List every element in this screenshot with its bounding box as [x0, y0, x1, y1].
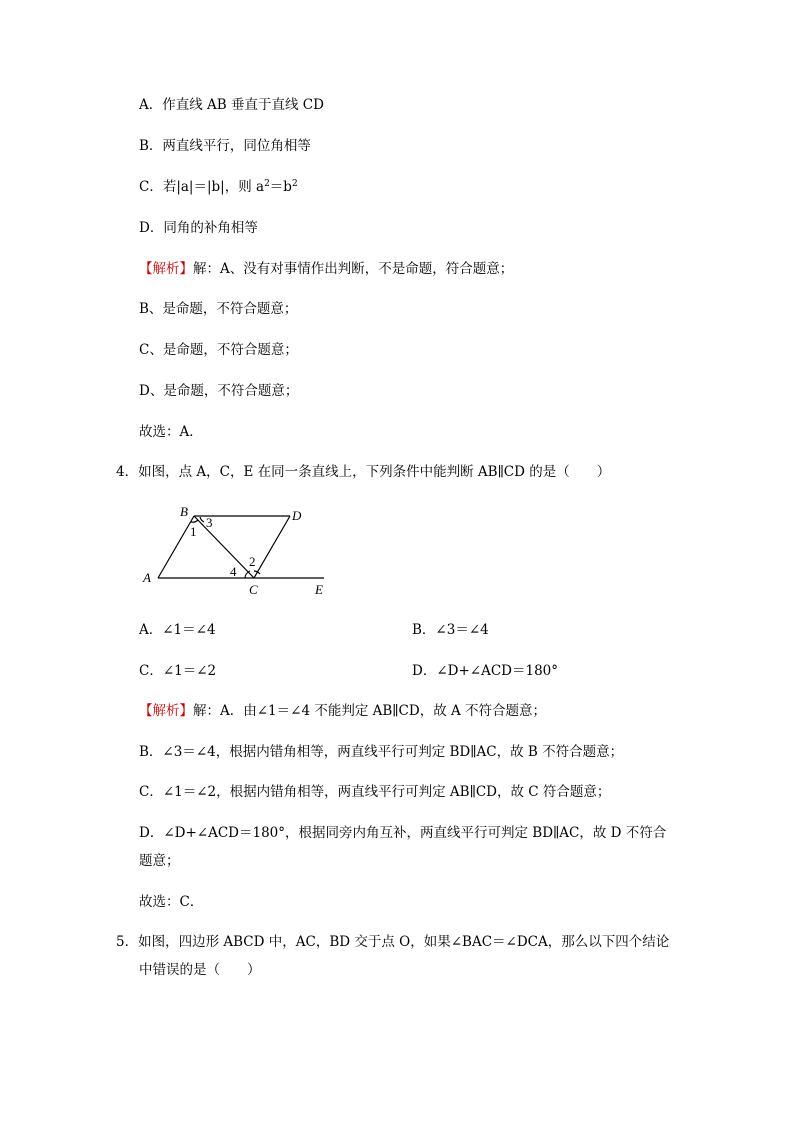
- label-angle-1: 1: [190, 524, 197, 539]
- q3-option-c: [139, 178, 298, 196]
- label-angle-2: 2: [249, 554, 256, 569]
- q4-stem: 4．如图，点 A，C，E 在同一条直线上，下列条件中能判断 AB∥CD 的是（ ）: [116, 464, 611, 480]
- q5-stem-line1: 5．如图，四边形 ABCD 中，AC，BD 交于点 O，如果∠BAC＝∠DCA，那么以下四个结论: [116, 934, 670, 950]
- label-angle-4: 4: [230, 564, 237, 579]
- angle-arc-4: [245, 571, 250, 578]
- q3-option-c-prefix: C．若|a|＝|b|，则 a: [139, 179, 265, 195]
- q3-option-c-mid: ＝b: [269, 179, 292, 195]
- segment-cd: [254, 516, 290, 578]
- label-c: C: [249, 582, 258, 597]
- q4-option-c: C．∠1＝∠2: [139, 663, 217, 679]
- angle-arc-3: [200, 517, 204, 522]
- q4-answer: 故选：C．: [139, 894, 204, 910]
- analysis-tag: 【解析】: [139, 261, 193, 277]
- q3-option-a: A．作直线 AB 垂直于直线 CD: [139, 97, 324, 113]
- q3-analysis-line4: D、是命题，不符合题意；: [139, 383, 299, 399]
- q4-option-d: D．∠D+∠ACD＝180°: [412, 663, 559, 679]
- q4-analysis-line3: C．∠1＝∠2，根据内错角相等，两直线平行可判定 AB∥CD，故 C 符合题意；: [139, 784, 611, 800]
- q4-option-b: B．∠3＝∠4: [412, 622, 489, 638]
- q4-analysis-text1: 解：A．由∠1＝∠4 不能判定 AB∥CD，故 A 不符合题意；: [193, 703, 547, 719]
- q5-stem-line2: 中错误的是（ ）: [139, 962, 261, 978]
- analysis-tag: 【解析】: [139, 703, 193, 719]
- label-a: A: [143, 570, 151, 585]
- q4-geometry-figure: [140, 500, 340, 600]
- label-d: D: [292, 508, 302, 523]
- q3-option-c-exp2: 2: [291, 179, 298, 189]
- q4-option-a: A．∠1＝∠4: [139, 622, 216, 638]
- label-b: B: [180, 504, 188, 519]
- q3-option-d: D．同角的补角相等: [139, 220, 258, 236]
- q4-analysis-line2: B．∠3＝∠4，根据内错角相等，两直线平行可判定 BD∥AC，故 B 不符合题意；: [139, 744, 624, 760]
- q3-answer: 故选：A．: [139, 424, 203, 440]
- q3-option-b: B．两直线平行，同位角相等: [139, 138, 311, 154]
- q3-analysis-line3: C、是命题，不符合题意；: [139, 342, 298, 358]
- q3-option-c-exp1: 2: [264, 179, 270, 189]
- q3-analysis-line2: B、是命题，不符合题意；: [139, 301, 298, 317]
- q4-analysis-line5: 题意；: [139, 853, 180, 869]
- segment-ab: [158, 516, 194, 578]
- label-e: E: [315, 582, 323, 597]
- q4-analysis-line4: D．∠D+∠ACD＝180°，根据同旁内角互补，两直线平行可判定 BD∥AC，故 D 不符合: [139, 825, 667, 841]
- q3-analysis-line1: [139, 260, 513, 278]
- label-angle-3: 3: [206, 515, 213, 530]
- q3-analysis-text1: 解：A、没有对事情作出判断，不是命题，符合题意；: [193, 261, 514, 277]
- q4-analysis-line1: [139, 702, 546, 720]
- segment-bc: [194, 516, 254, 578]
